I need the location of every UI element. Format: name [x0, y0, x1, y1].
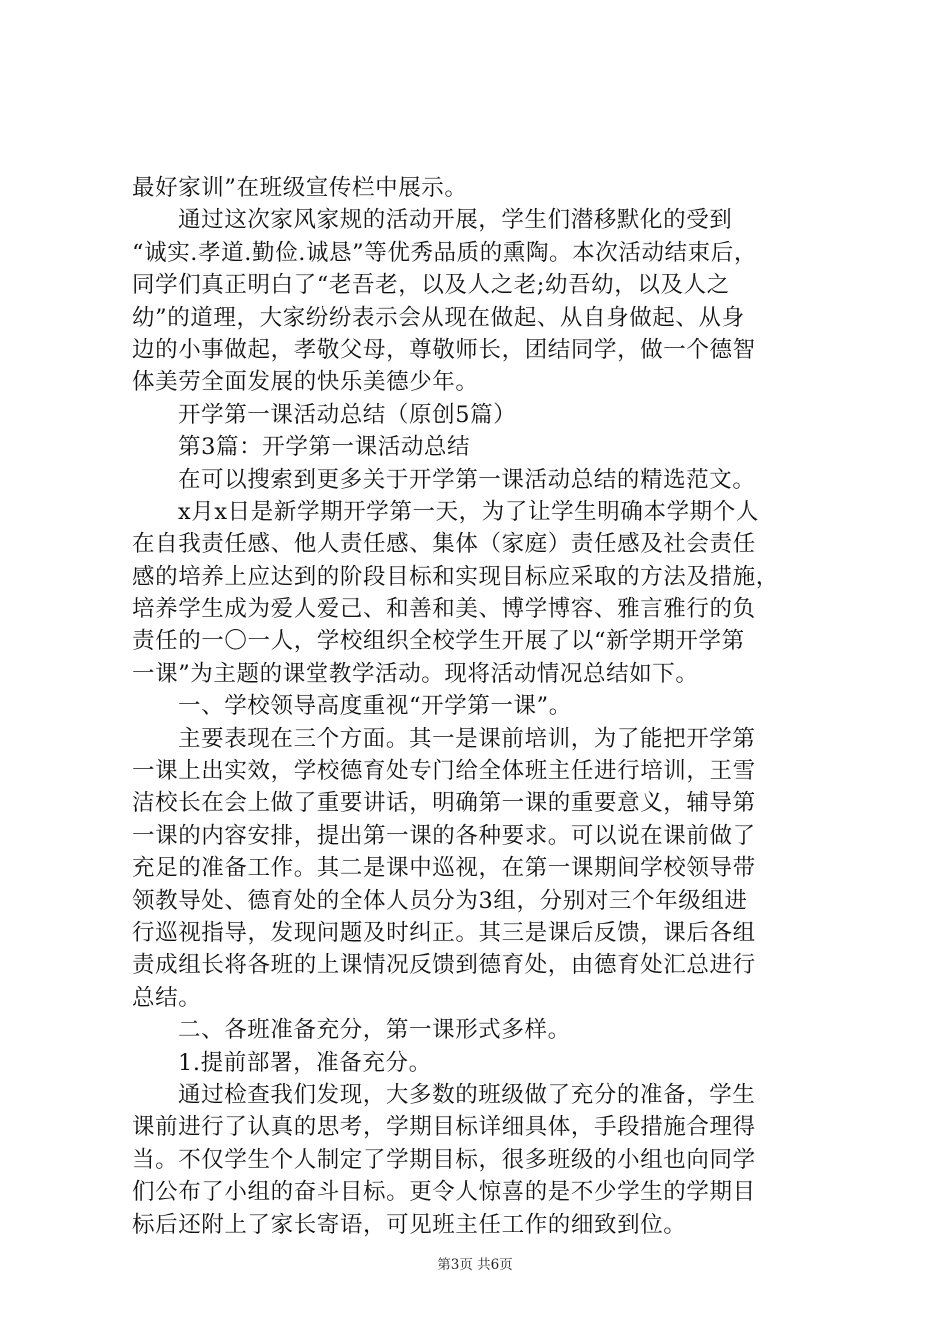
text-line: “诚实.孝道.勤俭.诚恳”等优秀品质的熏陶。本次活动结束后，: [132, 239, 757, 266]
text-line: 标后还附上了家长寄语，可见班主任工作的细致到位。: [132, 1211, 687, 1238]
text-line: 在自我责任感、他人责任感、集体（家庭）责任感及社会责任: [132, 531, 756, 558]
text-line: 领教导处、德育处的全体人员分为3组，分别对三个年级组进: [132, 887, 748, 914]
text-line: 行巡视指导，发现问题及时纠正。其三是课后反馈，课后各组: [132, 919, 756, 946]
text-line: 课前进行了认真的思考，学期目标详细具体，手段措施合理得: [132, 1114, 756, 1141]
text-line: 体美劳全面发展的快乐美德少年。: [132, 369, 479, 396]
text-line: 感的培养上应达到的阶段目标和实现目标应采取的方法及措施，: [132, 563, 779, 590]
text-line: 开学第一课活动总结（原创5篇）: [178, 401, 517, 428]
page-footer: 第3页 共6页: [437, 1257, 513, 1273]
text-line: 幼”的道理，大家纷纷表示会从现在做起、从自身做起、从身: [132, 304, 745, 331]
text-line: 边的小事做起，孝敬父母，尊敬师长，团结同学，做一个德智: [132, 336, 756, 363]
text-line: 主要表现在三个方面。其一是课前培训，为了能把开学第: [178, 725, 756, 752]
text-line: 总结。: [132, 984, 202, 1011]
text-line: 一课的内容安排，提出第一课的各种要求。可以说在课前做了: [132, 822, 756, 849]
text-line: 充足的准备工作。其二是课中巡视，在第一课期间学校领导带: [132, 855, 756, 882]
text-line: 们公布了小组的奋斗目标。更令人惊喜的是不少学生的学期目: [132, 1179, 756, 1206]
document-body: [132, 172, 832, 1241]
text-line: x月x日是新学期开学第一天，为了让学生明确本学期个人: [178, 498, 759, 525]
text-line: 责任的一〇一人，学校组织全校学生开展了以“新学期开学第: [132, 628, 745, 655]
text-line: 培养学生成为爱人爱己、和善和美、博学博容、雅言雅行的负: [132, 596, 756, 623]
text-line: 在可以搜索到更多关于开学第一课活动总结的精选范文。: [178, 466, 756, 493]
text-line: 同学们真正明白了“老吾老，以及人之老;幼吾幼，以及人之: [132, 272, 730, 299]
text-line: 一课上出实效，学校德育处专门给全体班主任进行培训，王雪: [132, 758, 756, 785]
text-line: 一、学校领导高度重视“开学第一课”。: [178, 693, 572, 720]
text-line: 1.提前部署，准备充分。: [178, 1049, 432, 1076]
text-line: 当。不仅学生个人制定了学期目标，很多班级的小组也向同学: [132, 1146, 756, 1173]
text-line: 最好家训”在班级宣传栏中展示。: [132, 175, 468, 201]
text-line: 责成组长将各班的上课情况反馈到德育处，由德育处汇总进行: [132, 952, 756, 979]
text-line: 一课”为主题的课堂教学活动。现将活动情况总结如下。: [132, 660, 699, 687]
text-line: 第3篇：开学第一课活动总结: [178, 434, 471, 461]
text-line: 通过检查我们发现，大多数的班级做了充分的准备，学生: [178, 1081, 756, 1108]
text-line: 通过这次家风家规的活动开展，学生们潜移默化的受到: [178, 207, 733, 234]
text-line: 二、各班准备充分，第一课形式多样。: [178, 1017, 571, 1044]
text-line: 洁校长在会上做了重要讲话，明确第一课的重要意义，辅导第: [132, 790, 756, 817]
